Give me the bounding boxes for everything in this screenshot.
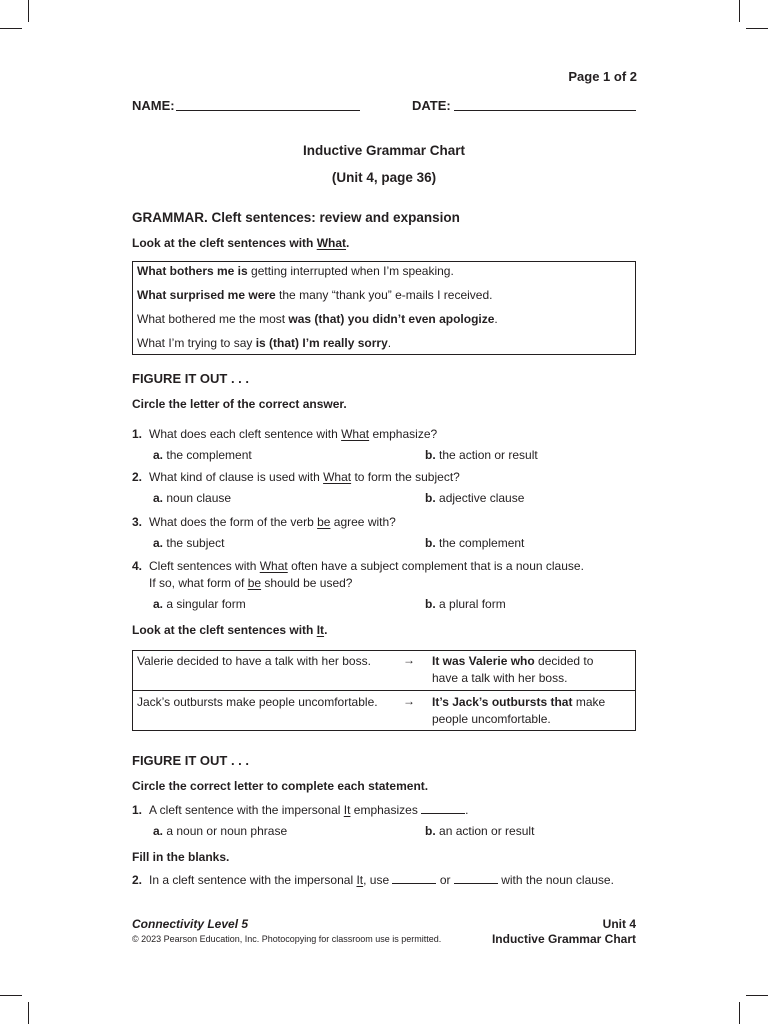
q-keyword: What [341,427,370,441]
crop-mark [0,995,22,996]
cleft-bold: It’s Jack’s outbursts that [432,695,573,709]
q-keyword: What [259,559,288,573]
option-letter[interactable]: a. [153,491,164,505]
option-b[interactable] [425,491,524,505]
figure-it-out-heading-2: FIGURE IT OUT . . . [132,753,249,768]
table-divider [132,690,636,691]
question-number: 3. [132,515,143,529]
question-3 [149,515,396,529]
option-text: adjective clause [439,491,525,505]
statement-2 [149,873,614,887]
what-intro [132,236,349,250]
q-text: What does each cleft sentence with [149,427,342,441]
crop-mark [739,0,740,22]
option-letter[interactable]: b. [425,536,436,550]
page-title: Inductive Grammar Chart [302,143,466,158]
q-text: with the noun clause. [501,873,614,887]
question-number: 2. [132,873,143,887]
q-text: What kind of clause is used with [149,470,324,484]
option-text: noun clause [166,491,232,505]
example-rest: getting interrupted when I’m speaking. [247,264,454,278]
cleft-bold: It was Valerie who [432,654,535,668]
q-keyword: be [247,576,262,590]
option-text: an action or result [439,824,535,838]
q-text: What does the form of the verb [149,515,318,529]
option-b[interactable] [425,536,524,550]
example-post: . [494,312,498,326]
q-text: often have a subject complement that is a noun clause. [287,559,584,573]
q-text: agree with? [330,515,396,529]
it-example-1-cleft [432,654,593,668]
footer-chart-title: Inductive Grammar Chart [491,932,636,946]
statement-1 [149,803,469,817]
crop-mark [28,1002,29,1024]
page-subtitle: (Unit 4, page 36) [331,170,437,185]
q-text: If so, what form of [149,576,248,590]
what-example-1 [137,264,454,278]
q-keyword: It [343,803,351,817]
q-text: emphasize? [369,427,438,441]
example-post: . [387,336,392,350]
option-b[interactable] [425,448,538,462]
option-text: the complement [439,536,525,550]
what-example-4 [137,336,391,350]
q-text: Cleft sentences with [149,559,260,573]
q-keyword: What [323,470,352,484]
option-letter[interactable]: b. [425,597,436,611]
arrow-icon: → [403,694,415,708]
option-a[interactable] [153,491,231,505]
question-4-line-2 [149,576,352,590]
option-text: the subject [166,536,225,550]
q-text: to form the subject? [351,470,460,484]
page-number: Page 1 of 2 [568,69,637,84]
intro-punct: . [324,623,328,637]
option-letter[interactable]: b. [425,491,436,505]
option-text: a noun or noun phrase [166,824,288,838]
option-a[interactable] [153,597,246,611]
footer-unit: Unit 4 [602,917,636,931]
it-example-1-original: Valerie decided to have a talk with her boss. [137,654,371,668]
example-bold: was (that) you didn’t even apologize [288,312,495,326]
option-text: the action or result [439,448,538,462]
name-label: NAME: [132,98,175,113]
option-letter[interactable]: b. [425,824,436,838]
crop-mark [746,995,768,996]
option-letter[interactable]: b. [425,448,436,462]
answer-blank[interactable] [454,873,498,884]
q-punct: . [465,803,469,817]
circle-instruction-2: Circle the correct letter to complete each statement. [132,779,429,793]
crop-mark [739,1002,740,1024]
q-text: should be used? [261,576,353,590]
it-example-2-cleft-line-2: people uncomfortable. [432,712,551,726]
option-a[interactable] [153,824,287,838]
fill-instruction: Fill in the blanks. [132,850,230,864]
intro-punct: . [346,236,350,250]
q-text: In a cleft sentence with the impersonal [149,873,357,887]
crop-mark [28,0,29,22]
footer-book-title: Connectivity Level 5 [132,917,249,931]
date-field-line[interactable] [454,110,636,111]
example-bold: What surprised me were [137,288,276,302]
q-text: A cleft sentence with the impersonal [149,803,344,817]
question-number: 2. [132,470,143,484]
option-letter[interactable]: a. [153,536,164,550]
example-pre: What I’m trying to say [137,336,256,350]
keyword: It [316,623,325,637]
question-number: 1. [132,803,143,817]
grammar-heading: GRAMMAR. Cleft sentences: review and expansion [132,210,460,225]
answer-blank[interactable] [421,803,465,814]
option-text: a plural form [439,597,506,611]
name-field-line[interactable] [176,110,360,111]
what-example-3 [137,312,498,326]
what-example-2 [137,288,492,302]
option-b[interactable] [425,824,534,838]
date-label: DATE: [412,98,451,113]
question-4 [149,559,584,573]
question-number: 1. [132,427,143,441]
circle-instruction: Circle the letter of the correct answer. [132,397,347,411]
q-keyword: be [317,515,331,529]
it-example-2-cleft [432,695,605,709]
it-intro [132,623,327,637]
crop-mark [0,28,22,29]
it-example-2-original: Jack’s outbursts make people uncomfortable. [137,695,378,709]
intro-text: Look at the cleft sentences with [132,236,317,250]
it-example-1-cleft-line-2: have a talk with her boss. [432,671,568,685]
crop-mark [746,28,768,29]
keyword: What [316,236,347,250]
option-a[interactable] [153,536,224,550]
q-text: emphasizes [350,803,418,817]
option-letter[interactable]: a. [153,597,164,611]
q-text: , use [363,873,390,887]
option-letter[interactable]: a. [153,824,164,838]
option-text: a singular form [166,597,246,611]
option-text: the complement [166,448,252,462]
cleft-rest: make [572,695,606,709]
answer-blank[interactable] [392,873,436,884]
example-pre: What bothered me the most [137,312,289,326]
figure-it-out-heading: FIGURE IT OUT . . . [132,371,249,386]
question-2 [149,470,460,484]
intro-text: Look at the cleft sentences with [132,623,317,637]
example-bold: is (that) I’m really sorry [255,336,388,350]
example-rest: the many “thank you” e-mails I received. [275,288,493,302]
q-keyword: It [356,873,364,887]
arrow-icon: → [403,653,415,667]
footer-copyright: © 2023 Pearson Education, Inc. Photocopying for classroom use is permitted. [132,934,442,944]
option-a[interactable] [153,448,252,462]
q-text: or [439,873,451,887]
question-1 [149,427,437,441]
cleft-rest: decided to [534,654,594,668]
option-letter[interactable]: a. [153,448,164,462]
question-number: 4. [132,559,143,573]
option-b[interactable] [425,597,506,611]
example-bold: What bothers me is [137,264,248,278]
